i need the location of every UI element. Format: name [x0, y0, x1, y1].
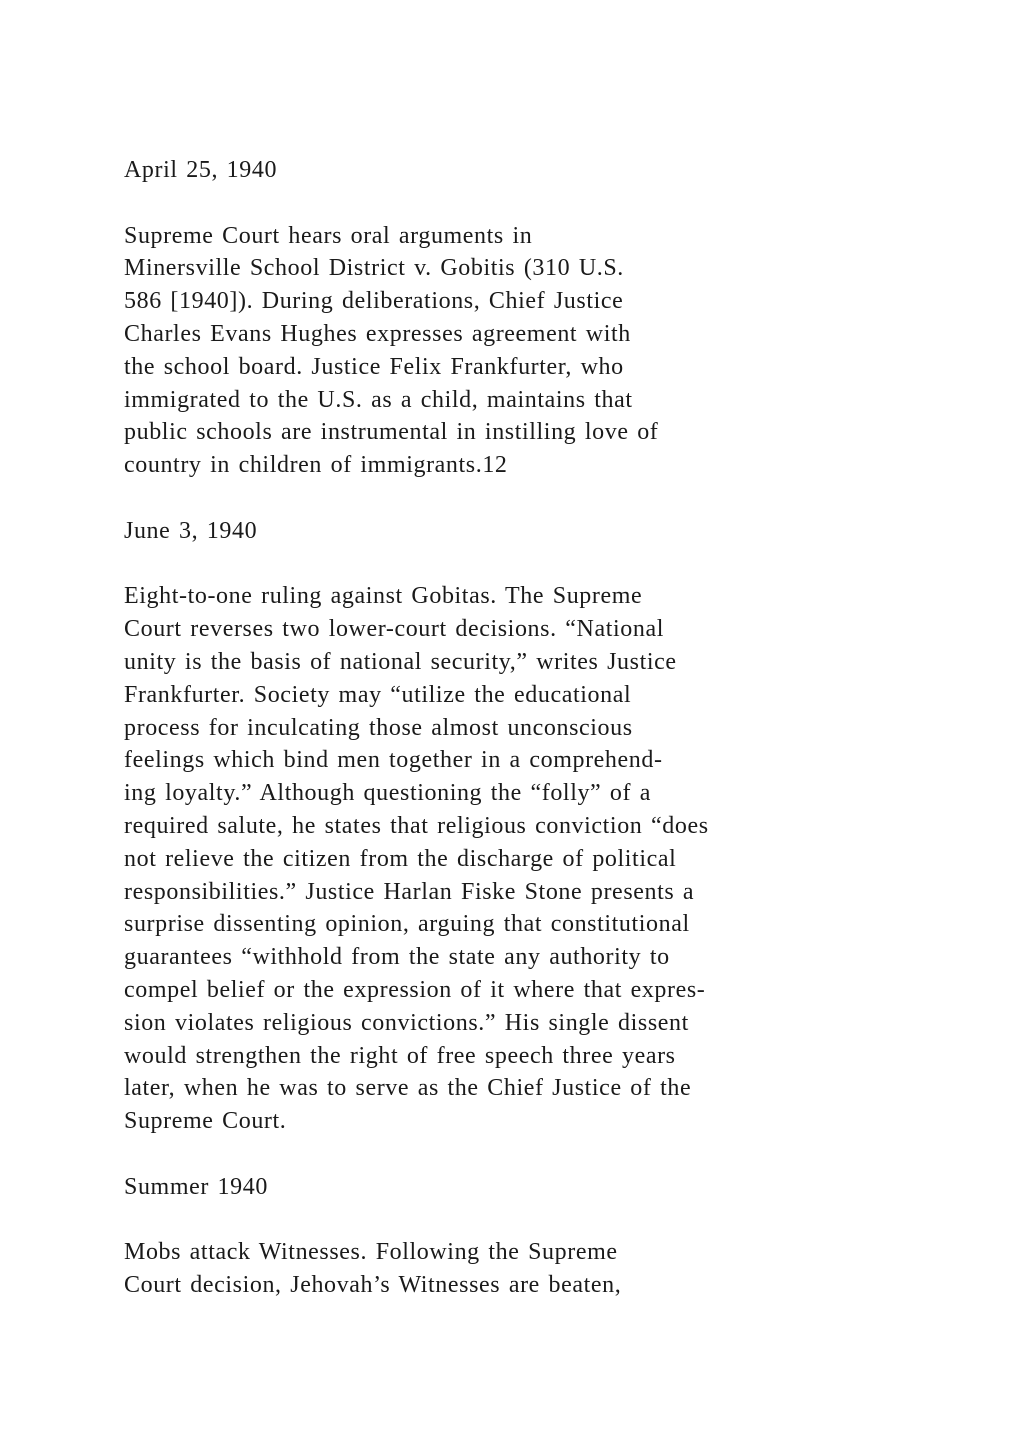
paragraph-line: immigrated to the U.S. as a child, maintains that [124, 386, 633, 413]
paragraph-line: Supreme Court. [124, 1108, 287, 1135]
paragraph-line: Mobs attack Witnesses. Following the Supreme [124, 1239, 618, 1266]
paragraph-line: responsibilities.” Justice Harlan Fiske Stone presents a [124, 878, 695, 905]
paragraph-line: Court decision, Jehovah’s Witnesses are beaten, [124, 1272, 622, 1299]
paragraph-line: later, when he was to serve as the Chief Justice of the [124, 1075, 692, 1102]
paragraph-line: unity is the basis of national security,” writes Justice [124, 648, 677, 675]
entry-paragraph [124, 1236, 814, 1302]
paragraph-line: feelings which bind men together in a comprehend- [124, 747, 663, 774]
spacer [124, 548, 814, 581]
entry-date: June 3, 1940 [124, 517, 258, 544]
paragraph-line: Minersville School District v. Gobitis (310 U.S. [124, 255, 624, 282]
paragraph-line: Charles Evans Hughes expresses agreement with [124, 320, 631, 347]
paragraph-line: Frankfurter. Society may “utilize the educational [124, 681, 632, 708]
entry-date: Summer 1940 [124, 1173, 268, 1200]
spacer [124, 1138, 814, 1171]
paragraph-line: 586 [1940]). During deliberations, Chief Justice [124, 288, 624, 315]
timeline-text [124, 154, 814, 1302]
paragraph-line: the school board. Justice Felix Frankfurter, who [124, 353, 624, 380]
spacer [124, 187, 814, 220]
paragraph-line: would strengthen the right of free speech three years [124, 1042, 676, 1069]
paragraph-line: public schools are instrumental in instilling love of [124, 419, 659, 446]
paragraph-line: Eight-to-one ruling against Gobitas. The Supreme [124, 583, 643, 610]
paragraph-line: not relieve the citizen from the discharge of political [124, 845, 677, 872]
paragraph-line: compel belief or the expression of it where that expres- [124, 976, 706, 1003]
paragraph-line: surprise dissenting opinion, arguing that constitutional [124, 911, 690, 938]
paragraph-line: process for inculcating those almost unconscious [124, 714, 633, 741]
spacer [124, 1204, 814, 1237]
paragraph-line: guarantees “withhold from the state any authority to [124, 944, 670, 971]
spacer [124, 482, 814, 515]
paragraph-line: Court reverses two lower-court decisions. “National [124, 616, 664, 643]
paragraph-line: required salute, he states that religious conviction “does [124, 812, 709, 839]
paragraph-line: country in children of immigrants.12 [124, 452, 508, 479]
entry-paragraph [124, 220, 814, 482]
entry-date: April 25, 1940 [124, 157, 278, 183]
paragraph-line: Supreme Court hears oral arguments in [124, 222, 533, 249]
paragraph-line: sion violates religious convictions.” His single dissent [124, 1009, 689, 1036]
entry-paragraph [124, 580, 814, 1138]
paragraph-line: ing loyalty.” Although questioning the “folly” of a [124, 780, 651, 807]
